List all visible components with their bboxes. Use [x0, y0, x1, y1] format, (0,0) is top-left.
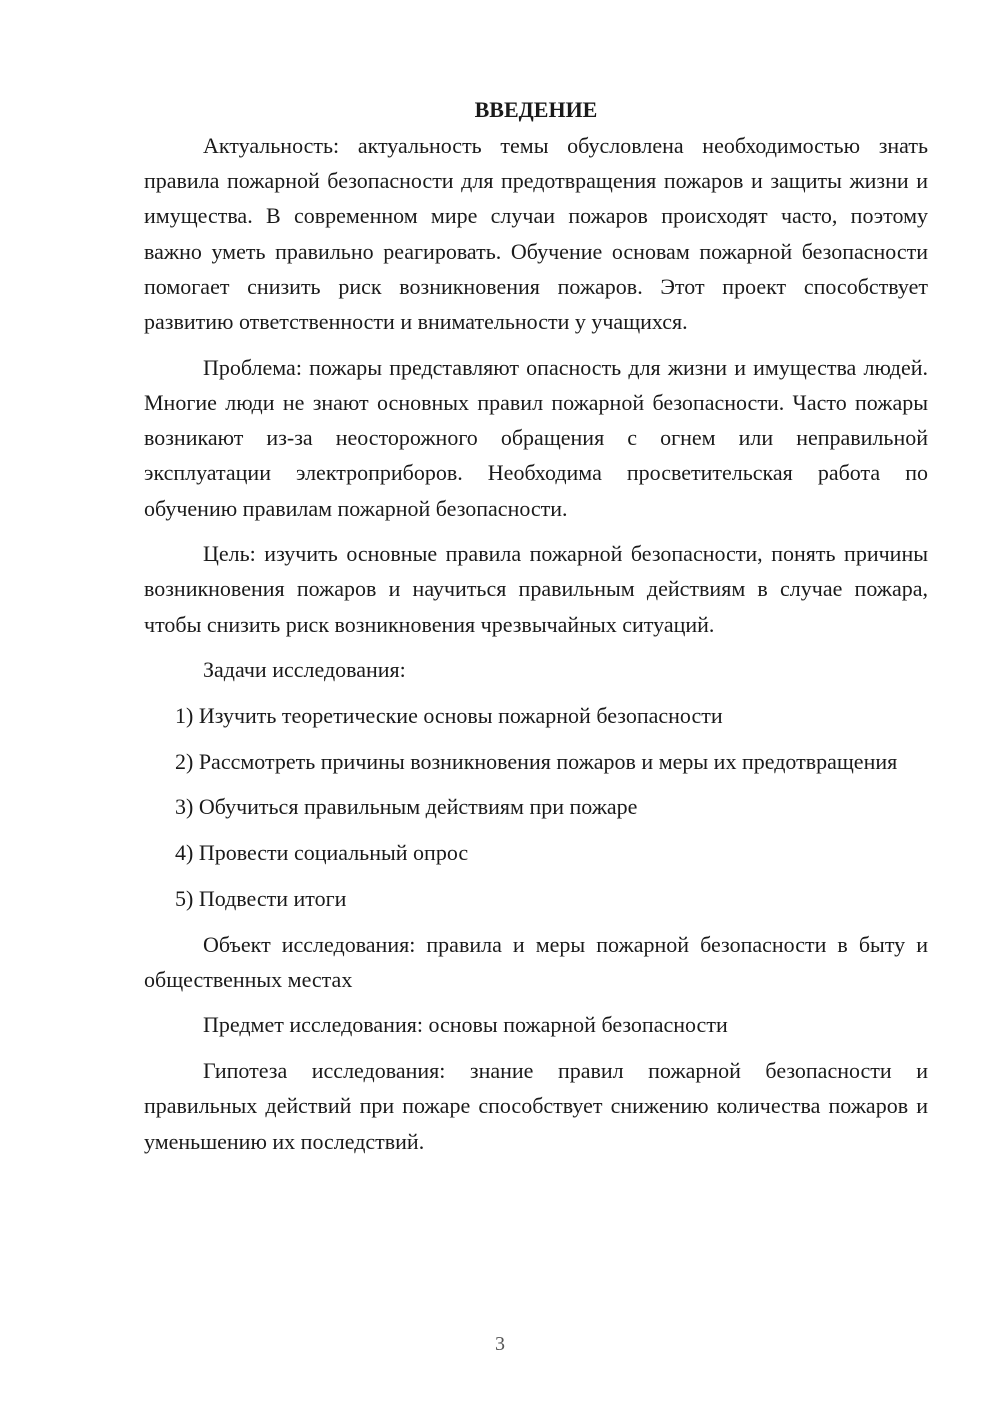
- page-number: 3: [495, 1333, 505, 1355]
- hypothesis-paragraph: Гипотеза исследования: знание правил пожарной безопасности и правильных действий при пожаре способствует снижению количества пожаров и уменьшению их последствий.: [144, 1058, 928, 1154]
- task-item: 2) Рассмотреть причины возникновения пожаров и меры их предотвращения: [175, 748, 898, 774]
- tasks-heading: Задачи исследования:: [203, 657, 406, 683]
- task-item: 4) Провести социальный опрос: [175, 840, 469, 866]
- goal-paragraph: Цель: изучить основные правила пожарной безопасности, понять причины возникновения пожаров и научиться правильным действиям в случае пожара, чтобы снизить риск возникновения чрезвычайных ситуаций.: [144, 541, 928, 637]
- relevance-paragraph: Актуальность: актуальность темы обусловлена необходимостью знать правила пожарной безопасности для предотвращения пожаров и защиты жизни и имущества. В современном мире случаи пожаров происходят часто, поэтому важно уметь правильно реагировать. Обучение основам пожарной безопасности помогает снизить риск возникновения пожаров. Этот проект способствует развитию ответственности и внимательности у учащихся.: [144, 133, 928, 335]
- section-title: ВВЕДЕНИЕ: [474, 97, 598, 122]
- research-object-paragraph: Объект исследования: правила и меры пожарной безопасности в быту и общественных местах: [144, 931, 928, 992]
- task-item: 3) Обучиться правильным действиям при пожаре: [175, 794, 638, 820]
- tasks-list: [144, 698, 928, 916]
- problem-paragraph: Проблема: пожары представляют опасность для жизни и имущества людей. Многие люди не знают основных правил пожарной безопасности. Часто пожары возникают из-за неосторожного обращения с огнем или неправильной эксплуатации электроприборов. Необходима просветительская работа по обучению правилам пожарной безопасности.: [144, 354, 928, 521]
- task-item: 5) Подвести итоги: [175, 885, 347, 911]
- document-page: [144, 94, 928, 1169]
- research-subject-paragraph: Предмет исследования: основы пожарной безопасности: [203, 1012, 728, 1038]
- task-item: 1) Изучить теоретические основы пожарной безопасности: [175, 703, 723, 729]
